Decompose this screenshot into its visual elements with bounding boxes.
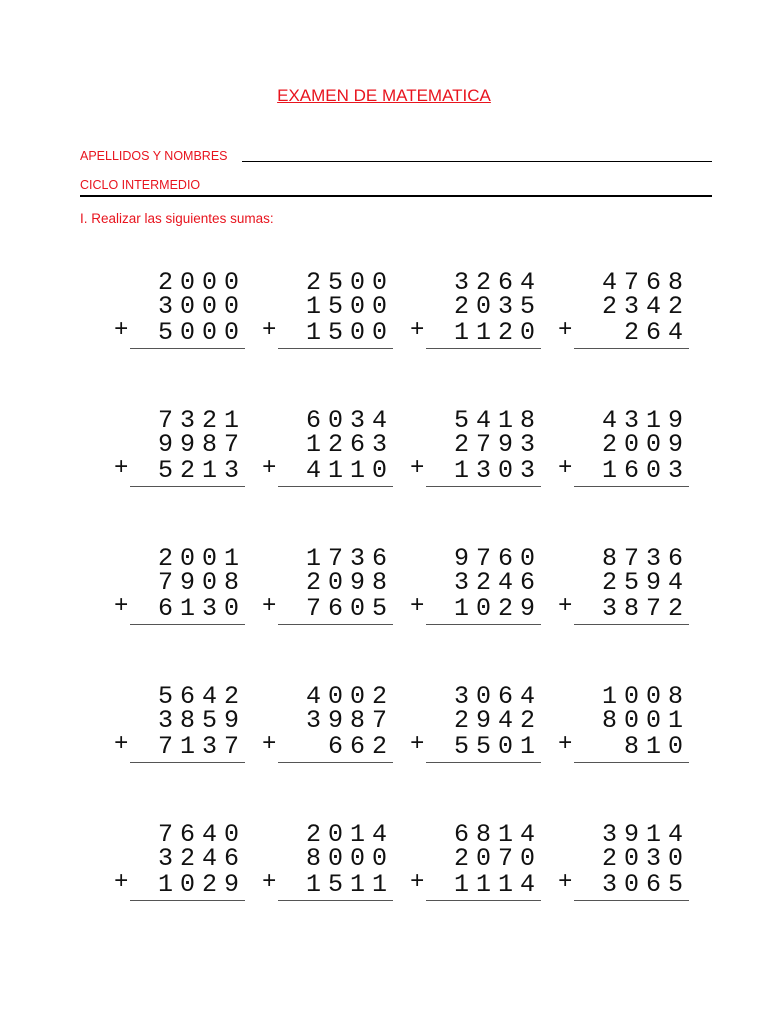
addition-problem [406,404,554,542]
name-field [80,149,712,163]
addend-1: 7321 [157,406,246,435]
answer-line[interactable] [426,762,541,763]
sums-grid [110,266,700,906]
answer-line[interactable] [574,900,689,901]
addend-1: 4002 [305,682,394,711]
answer-line[interactable] [574,624,689,625]
plus-sign: + [558,317,573,344]
addend-3: 1029 [157,870,246,899]
answer-line[interactable] [426,348,541,349]
addition-problem [110,404,258,542]
addend-2: 2594 [601,568,690,597]
addend-3: 3872 [601,594,690,623]
addition-problem [258,404,406,542]
plus-sign: + [558,869,573,896]
cycle-label: CICLO INTERMEDIO [80,178,201,192]
plus-sign: + [114,869,129,896]
addend-1: 1736 [305,544,394,573]
answer-line[interactable] [130,762,245,763]
addend-1: 5642 [157,682,246,711]
addend-1: 3064 [453,682,542,711]
plus-sign: + [262,455,277,482]
plus-sign: + [262,317,277,344]
answer-line[interactable] [278,900,393,901]
addition-problem [110,680,258,818]
addend-3: 1114 [453,870,542,899]
addend-1: 6034 [305,406,394,435]
addend-3: 4110 [305,456,394,485]
answer-line[interactable] [130,348,245,349]
addend-1: 3264 [453,268,542,297]
addition-problem [406,680,554,818]
answer-line[interactable] [426,900,541,901]
addend-3: 1120 [453,318,542,347]
addend-2: 3246 [157,844,246,873]
addend-1: 3914 [601,820,690,849]
answer-line[interactable] [278,486,393,487]
addend-2: 8001 [601,706,690,735]
addend-3: 3065 [601,870,690,899]
answer-line[interactable] [574,348,689,349]
addend-3: 662 [327,732,394,761]
answer-line[interactable] [574,762,689,763]
addend-2: 2035 [453,292,542,321]
addend-3: 264 [623,318,690,347]
addend-1: 9760 [453,544,542,573]
plus-sign: + [410,869,425,896]
name-label: APELLIDOS Y NOMBRES [80,149,228,163]
addend-3: 6130 [157,594,246,623]
addend-2: 3246 [453,568,542,597]
addend-2: 2009 [601,430,690,459]
addend-3: 810 [623,732,690,761]
addend-2: 2070 [453,844,542,873]
name-blank-line[interactable] [242,161,712,162]
addition-problem [554,818,702,956]
addition-problem [554,266,702,404]
addend-3: 1029 [453,594,542,623]
addition-problem [110,542,258,680]
addition-problem [110,818,258,956]
plus-sign: + [114,731,129,758]
addend-2: 1263 [305,430,394,459]
plus-sign: + [262,869,277,896]
addition-problem [258,266,406,404]
answer-line[interactable] [130,900,245,901]
answer-line[interactable] [426,624,541,625]
plus-sign: + [558,593,573,620]
addend-1: 2500 [305,268,394,297]
addend-1: 4319 [601,406,690,435]
addend-1: 7640 [157,820,246,849]
cycle-field [80,178,200,192]
addition-problem [258,680,406,818]
addend-2: 9987 [157,430,246,459]
answer-line[interactable] [278,348,393,349]
addition-problem [258,818,406,956]
answer-line[interactable] [278,624,393,625]
plus-sign: + [558,455,573,482]
addend-1: 4768 [601,268,690,297]
plus-sign: + [114,593,129,620]
exam-title: EXAMEN DE MATEMATICA [277,86,491,105]
addition-problem [554,542,702,680]
addend-1: 2000 [157,268,246,297]
addend-1: 2001 [157,544,246,573]
header-divider [80,195,712,197]
addend-3: 1303 [453,456,542,485]
instruction-text: I. Realizar las siguientes sumas: [80,211,274,226]
addend-2: 2793 [453,430,542,459]
addend-3: 1603 [601,456,690,485]
addition-problem [110,266,258,404]
plus-sign: + [410,455,425,482]
addend-3: 5213 [157,456,246,485]
addend-1: 8736 [601,544,690,573]
addend-1: 6814 [453,820,542,849]
answer-line[interactable] [278,762,393,763]
answer-line[interactable] [426,486,541,487]
addend-3: 7137 [157,732,246,761]
addend-3: 5501 [453,732,542,761]
addend-1: 2014 [305,820,394,849]
addend-2: 2942 [453,706,542,735]
plus-sign: + [410,317,425,344]
addition-problem [406,266,554,404]
addend-2: 3987 [305,706,394,735]
addend-2: 8000 [305,844,394,873]
addition-problem [406,818,554,956]
addend-2: 3000 [157,292,246,321]
plus-sign: + [114,455,129,482]
answer-line[interactable] [130,624,245,625]
addition-problem [554,680,702,818]
answer-line[interactable] [574,486,689,487]
plus-sign: + [558,731,573,758]
addend-2: 2030 [601,844,690,873]
addition-problem [258,542,406,680]
addend-1: 5418 [453,406,542,435]
addend-2: 2098 [305,568,394,597]
addend-2: 2342 [601,292,690,321]
addend-2: 7908 [157,568,246,597]
addend-3: 7605 [305,594,394,623]
addend-1: 1008 [601,682,690,711]
addend-3: 1500 [305,318,394,347]
addend-2: 3859 [157,706,246,735]
plus-sign: + [114,317,129,344]
addend-3: 1511 [305,870,394,899]
answer-line[interactable] [130,486,245,487]
plus-sign: + [262,593,277,620]
plus-sign: + [410,731,425,758]
plus-sign: + [262,731,277,758]
addend-3: 5000 [157,318,246,347]
addend-2: 1500 [305,292,394,321]
plus-sign: + [410,593,425,620]
addition-problem [406,542,554,680]
addition-problem [554,404,702,542]
